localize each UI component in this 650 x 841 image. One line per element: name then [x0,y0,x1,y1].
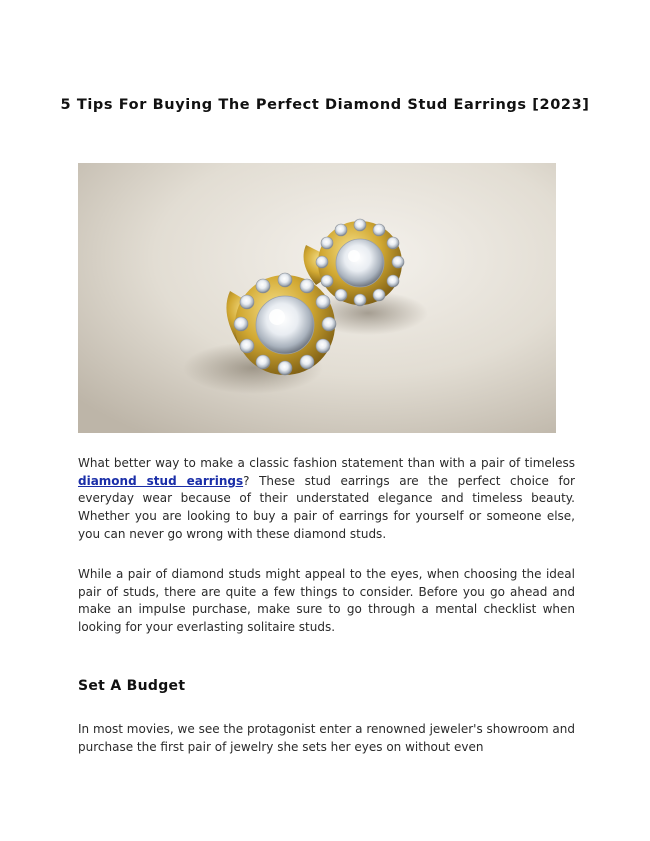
budget-paragraph: In most movies, we see the protagonist enter a renowned jeweler's showroom and purchase the first pair of jewelry she sets her eyes on without even [78,722,575,754]
earrings-illustration [78,163,556,433]
intro-text-start: What better way to make a classic fashion statement than with a pair of timeless [78,456,575,470]
considerations-paragraph: While a pair of diamond studs might appeal to the eyes, when choosing the ideal pair of studs, there are quite a few things to consider. Before you go ahead and make an impulse purchase, make sure to go through a mental checklist when looking for your everlasting solitaire studs. [78,567,575,635]
intro-text-end: ? These stud earrings are the perfect choice for everyday wear because of their understated elegance and timeless beauty. Whether you are looking to buy a pair of earrings for yourself or someone else, you can never go wrong with these diamond studs. [78,473,575,541]
intro-paragraph [78,455,575,544]
diamond-stud-earrings-link[interactable]: diamond stud earrings [78,473,244,488]
section-heading-budget: Set A Budget [78,678,186,694]
earrings-photo [78,163,556,433]
article-title: 5 Tips For Buying The Perfect Diamond Stud Earrings [2023] [60,97,590,113]
